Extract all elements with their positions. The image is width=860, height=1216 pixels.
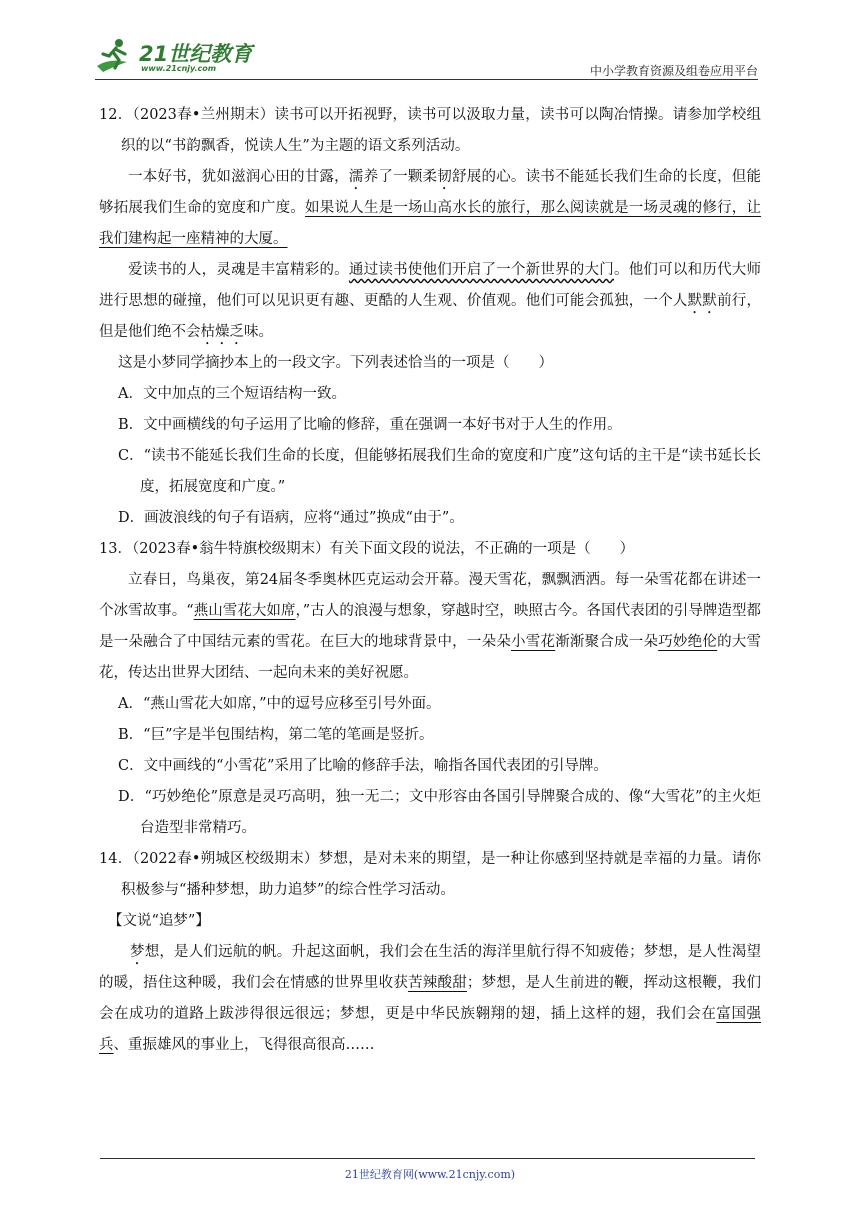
q12-option-a[interactable]: A．文中加点的三个短语结构一致。 [118,386,346,402]
q13-p-d: 的大雪花，传达出世界大团结、一起向未来的美好祝愿。 [99,634,762,681]
page-header [95,34,758,80]
q12-p2-c: 前行，但是他们绝不会 [99,293,762,340]
q12-passage-2 [99,255,761,348]
q12-p1-b: 养了一颗柔 [363,169,438,185]
q12-option-c[interactable]: C．“读书不能延长我们生命的长度，但能够拓展我们生命的宽度和广度”这句话的主干是“读书延长长度，拓展宽度和广度。” [118,448,761,495]
q14-stem: 14．（2022春•朔城区校级期末）梦想，是对未来的期望，是一种让你感到坚持就是幸福的力量。请你积极参与“播种梦想，助力追梦”的综合性学习活动。 [99,851,761,898]
logo-text: 21世纪教育 [139,42,253,66]
q12-p1-c: 舒展的心。读书不能延长我们生命的长度，但能够拓展我们生命的宽度和广度。 [99,169,762,216]
q12-p2-dot1: 默默 [687,293,718,309]
q12-option-d[interactable]: D．画波浪线的句子有语病，应将“通过”换成“由于”。 [118,510,464,526]
q13-p-c: 渐渐聚合成一朵 [555,634,659,650]
q13-p-b: ，”古人的浪漫与想象，穿越时空，映照古今。各国代表团的引导牌造型都是一朵融合了中国结元素的雪花。在巨大的地球背景中，一朵朵 [99,603,762,650]
q13-option-c[interactable]: C．文中画线的“小雪花”采用了比喻的修辞手法，喻指各国代表团的引导牌。 [118,758,608,774]
q13-option-d[interactable]: D．“巧妙绝伦”原意是灵巧高明，独一无二；文中形容由各国引导牌聚合成的、像“大雪花”的主火炬台造型非常精巧。 [118,789,761,836]
q13-option-b[interactable]: B．“巨”字是半包围结构，第二笔的笔画是竖折。 [118,727,434,743]
q12-p1-a: 一本好书，犹如滋润心田的甘露， [128,169,349,185]
logo-url: www.21cnjy.com [141,64,217,73]
q12-option-b[interactable]: B．文中画横线的句子运用了比喻的修辞，重在强调一本好书对于人生的作用。 [118,417,622,433]
q13-p-ul3: 巧妙绝伦 [658,634,718,650]
platform-name: 中小学教育资源及组卷应用平台 [589,64,758,78]
q12-number: 12． [99,107,133,123]
q12-p1-underlined: 如果说人生是一场山高水长的旅行，那么阅读就是一场灵魂的修行，让我们建构起一座精神的大厦。 [99,200,762,247]
q13-stem: 13．（2023春•翁牛特旗校级期末）有关下面文段的说法，不正确的一项是（ ） [99,541,635,557]
q14-p-ul1: 苦辣酸甜 [408,975,467,991]
q14-p-c: 、重振雄风的事业上，飞得很高很高…… [113,1037,375,1053]
q14-p-dot: 梦 [130,944,145,960]
q13-option-a[interactable]: A．“燕山雪花大如席，”中的逗号应移至引号外面。 [118,696,441,712]
site-logo [95,34,265,78]
q14-passage [99,937,761,1061]
q12-ask: 这是小梦同学摘抄本上的一段文字。下列表述恰当的一项是（ ） [118,355,553,371]
header-divider [95,79,758,80]
q12-p2-a: 爱读书的人，灵魂是丰富精彩的。 [128,262,349,278]
runner-logo-icon [95,36,135,76]
q14-section-title: 【文说“追梦”】 [108,913,210,929]
q13-p-a: 立春日，鸟巢夜，第24届冬季奥林匹克运动会开幕。漫天雪花，飘飘洒洒。每一朵雪花都在讲述一个冰雪故事。“ [99,572,761,619]
q12-p2-dot2: 枯燥乏 [200,324,244,340]
q13-p-ul1: 燕山雪花大如席 [193,603,296,619]
document-body [99,100,761,1061]
q12-p2-b: 。他们可以和历代大师进行思想的碰撞，他们可以见识更有趣、更酷的人生观、价值观。他们可能会孤独，一个人 [99,262,762,309]
q12-stem-text: （2023春•兰州期末）读书可以开拓视野，读书可以汲取力量，读书可以陶冶情操。请参加学校组织的以“书韵飘香，悦读人生”为主题的语文系列活动。 [121,107,762,154]
q13-p-ul2: 小雪花 [511,634,556,650]
q14-p-ul2: 富国强兵 [99,1006,762,1053]
q12-stem [99,100,761,162]
q12-p1-dot2: 韧 [437,169,453,185]
page-footer[interactable]: 21世纪教育网(www.21cnjy.com) [344,1168,516,1181]
footer-divider [100,1158,755,1159]
q12-passage-1 [99,162,761,255]
q12-p2-wavy: 通过读书使他们开启了一个新世界的大门 [348,262,614,278]
q13-passage [99,565,761,689]
q12-p1-dot1: 濡 [348,169,364,185]
q12-p2-d: 味。 [244,324,273,340]
q14-p-b: ；梦想，是人生前进的鞭，挥动这根鞭，我们会在成功的道路上跋涉得很远很远；梦想，更是中华民族翱翔的翅，插上这样的翅，我们会在 [99,975,762,1022]
q14-p-a: 想，是人们远航的帆。升起这面帆，我们会在生活的海洋里航行得不知疲倦；梦想，是人性渴望的暖，捂住这种暖，我们会在情感的世界里收获 [99,944,762,991]
